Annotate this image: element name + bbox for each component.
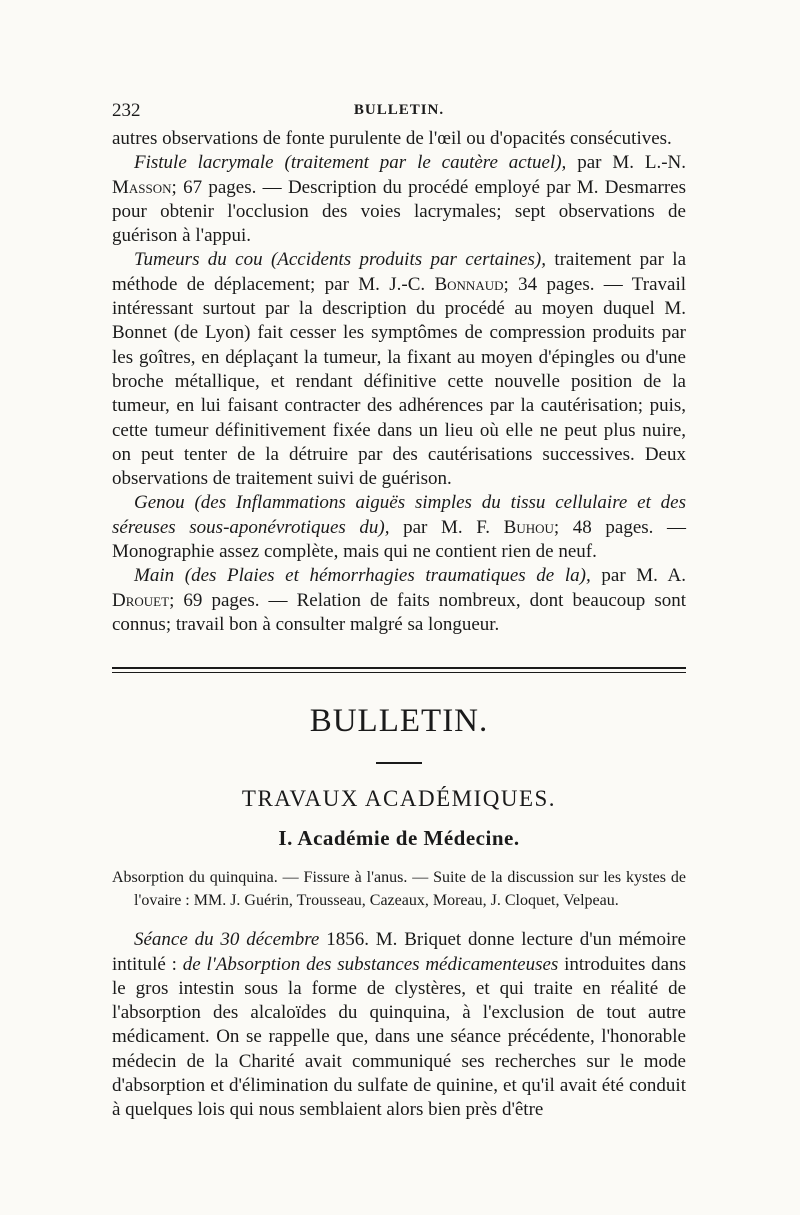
- seance-label: Séance du 30 décembre: [134, 929, 320, 951]
- review-entry: [112, 491, 686, 564]
- memoir-title: de l'Absorption des substances médicamenteuses: [182, 953, 559, 975]
- review-text: ; 67 pages. — Description du procédé employé par M. Desmarres pour obtenir l'occlusion des voies lacrymales; sept observations de guérison à l'appui.: [112, 176, 686, 247]
- rule-thin: [112, 672, 686, 673]
- session-body: [112, 928, 686, 1122]
- review-title: Fistule lacrymale (traitement par le cautère actuel),: [134, 152, 567, 174]
- review-entry: [112, 151, 686, 248]
- review-author: Buhou: [503, 516, 554, 538]
- page-number: 232: [112, 100, 141, 121]
- review-title: Main (des Plaies et hémorrhagies traumatiques de la),: [134, 565, 591, 587]
- seance-year: 1856.: [326, 929, 369, 951]
- page-header: [112, 100, 686, 126]
- review-text: ; 69 pages. — Relation de faits nombreux, dont beaucoup sont connus; travail bon à consulter malgré sa longueur.: [112, 589, 686, 635]
- review-entry: [112, 564, 686, 637]
- page-content: [112, 127, 686, 1123]
- bulletin-title: BULLETIN.: [309, 703, 489, 740]
- review-author: Masson: [112, 176, 172, 198]
- review-title: Genou (des Inflammations aiguës simples du tissu cellulaire et des séreuses sous-aponévrotiques du),: [112, 492, 686, 538]
- section-title: TRAVAUX ACADÉMIQUES.: [241, 786, 557, 812]
- review-author-prefix: traitement par la méthode de déplacement; par M. J.-C.: [112, 249, 687, 295]
- review-title: Tumeurs du cou (Accidents produits par certaines),: [134, 249, 546, 271]
- review-text: ; 34 pages. — Travail intéressant surtout par la description du procédé au moyen duquel M. Bonnet (de Lyon) fait cesser les symptômes de compression produits par les goîtres, en déplaçant la tumeur, la fixant au moyen d'épingles ou d'une broche métallique, et rendant définitive cette nouvelle position de la tumeur, en lui faisant contracter des adhérences par la cautérisation; puis, cette tumeur définitivement fixée dans un lieu où elle ne peut plus nuire, on peut tenter de la détruire par des cautérisations successives. Deux observations de traitement suivi de guérison.: [112, 273, 686, 490]
- review-entry: [112, 248, 686, 491]
- review-text: ; 48 pages. — Monographie assez complète, mais qui ne contient rien de neuf.: [112, 516, 686, 563]
- session-summary: Absorption du quinquina. — Fissure à l'anus. — Suite de la discussion sur les kystes de l'ovaire : MM. J. Guérin, Trousseau, Cazeaux, Moreau, J. Cloquet, Velpeau.: [112, 869, 686, 909]
- subsection-title: I. Académie de Médecine.: [278, 826, 520, 851]
- body-intro: M. Briquet donne lecture d'un mémoire intitulé :: [112, 929, 686, 975]
- review-author: Bonnaud: [434, 273, 504, 295]
- review-author: Drouet: [112, 589, 170, 611]
- review-author-prefix: par M. L.-N.: [577, 152, 687, 174]
- review-author-prefix: par M. F.: [403, 516, 491, 538]
- running-head: BULLETIN.: [353, 102, 445, 118]
- review-continuation: autres observations de fonte purulente de l'œil ou d'opacités consécutives.: [112, 128, 672, 149]
- rule-thick: [112, 667, 686, 669]
- short-rule-divider: [376, 762, 422, 764]
- review-author-prefix: par M. A.: [601, 565, 687, 587]
- double-rule-divider: [112, 667, 686, 675]
- body-rest: introduites dans le gros intestin sous la forme de clystères, et qui traite en réalité de l'absorption des alcaloïdes du quinquina, à l'exclusion de tout autre médicament. On se rappelle que, dans une séance précédente, l'honorable médecin de la Charité avait communiqué ses recherches sur le mode d'absorption et d'élimination du sulfate de quinine, et qu'il avait été conduit à quelques lois qui nous semblaient alors bien près d'être: [112, 953, 687, 1121]
